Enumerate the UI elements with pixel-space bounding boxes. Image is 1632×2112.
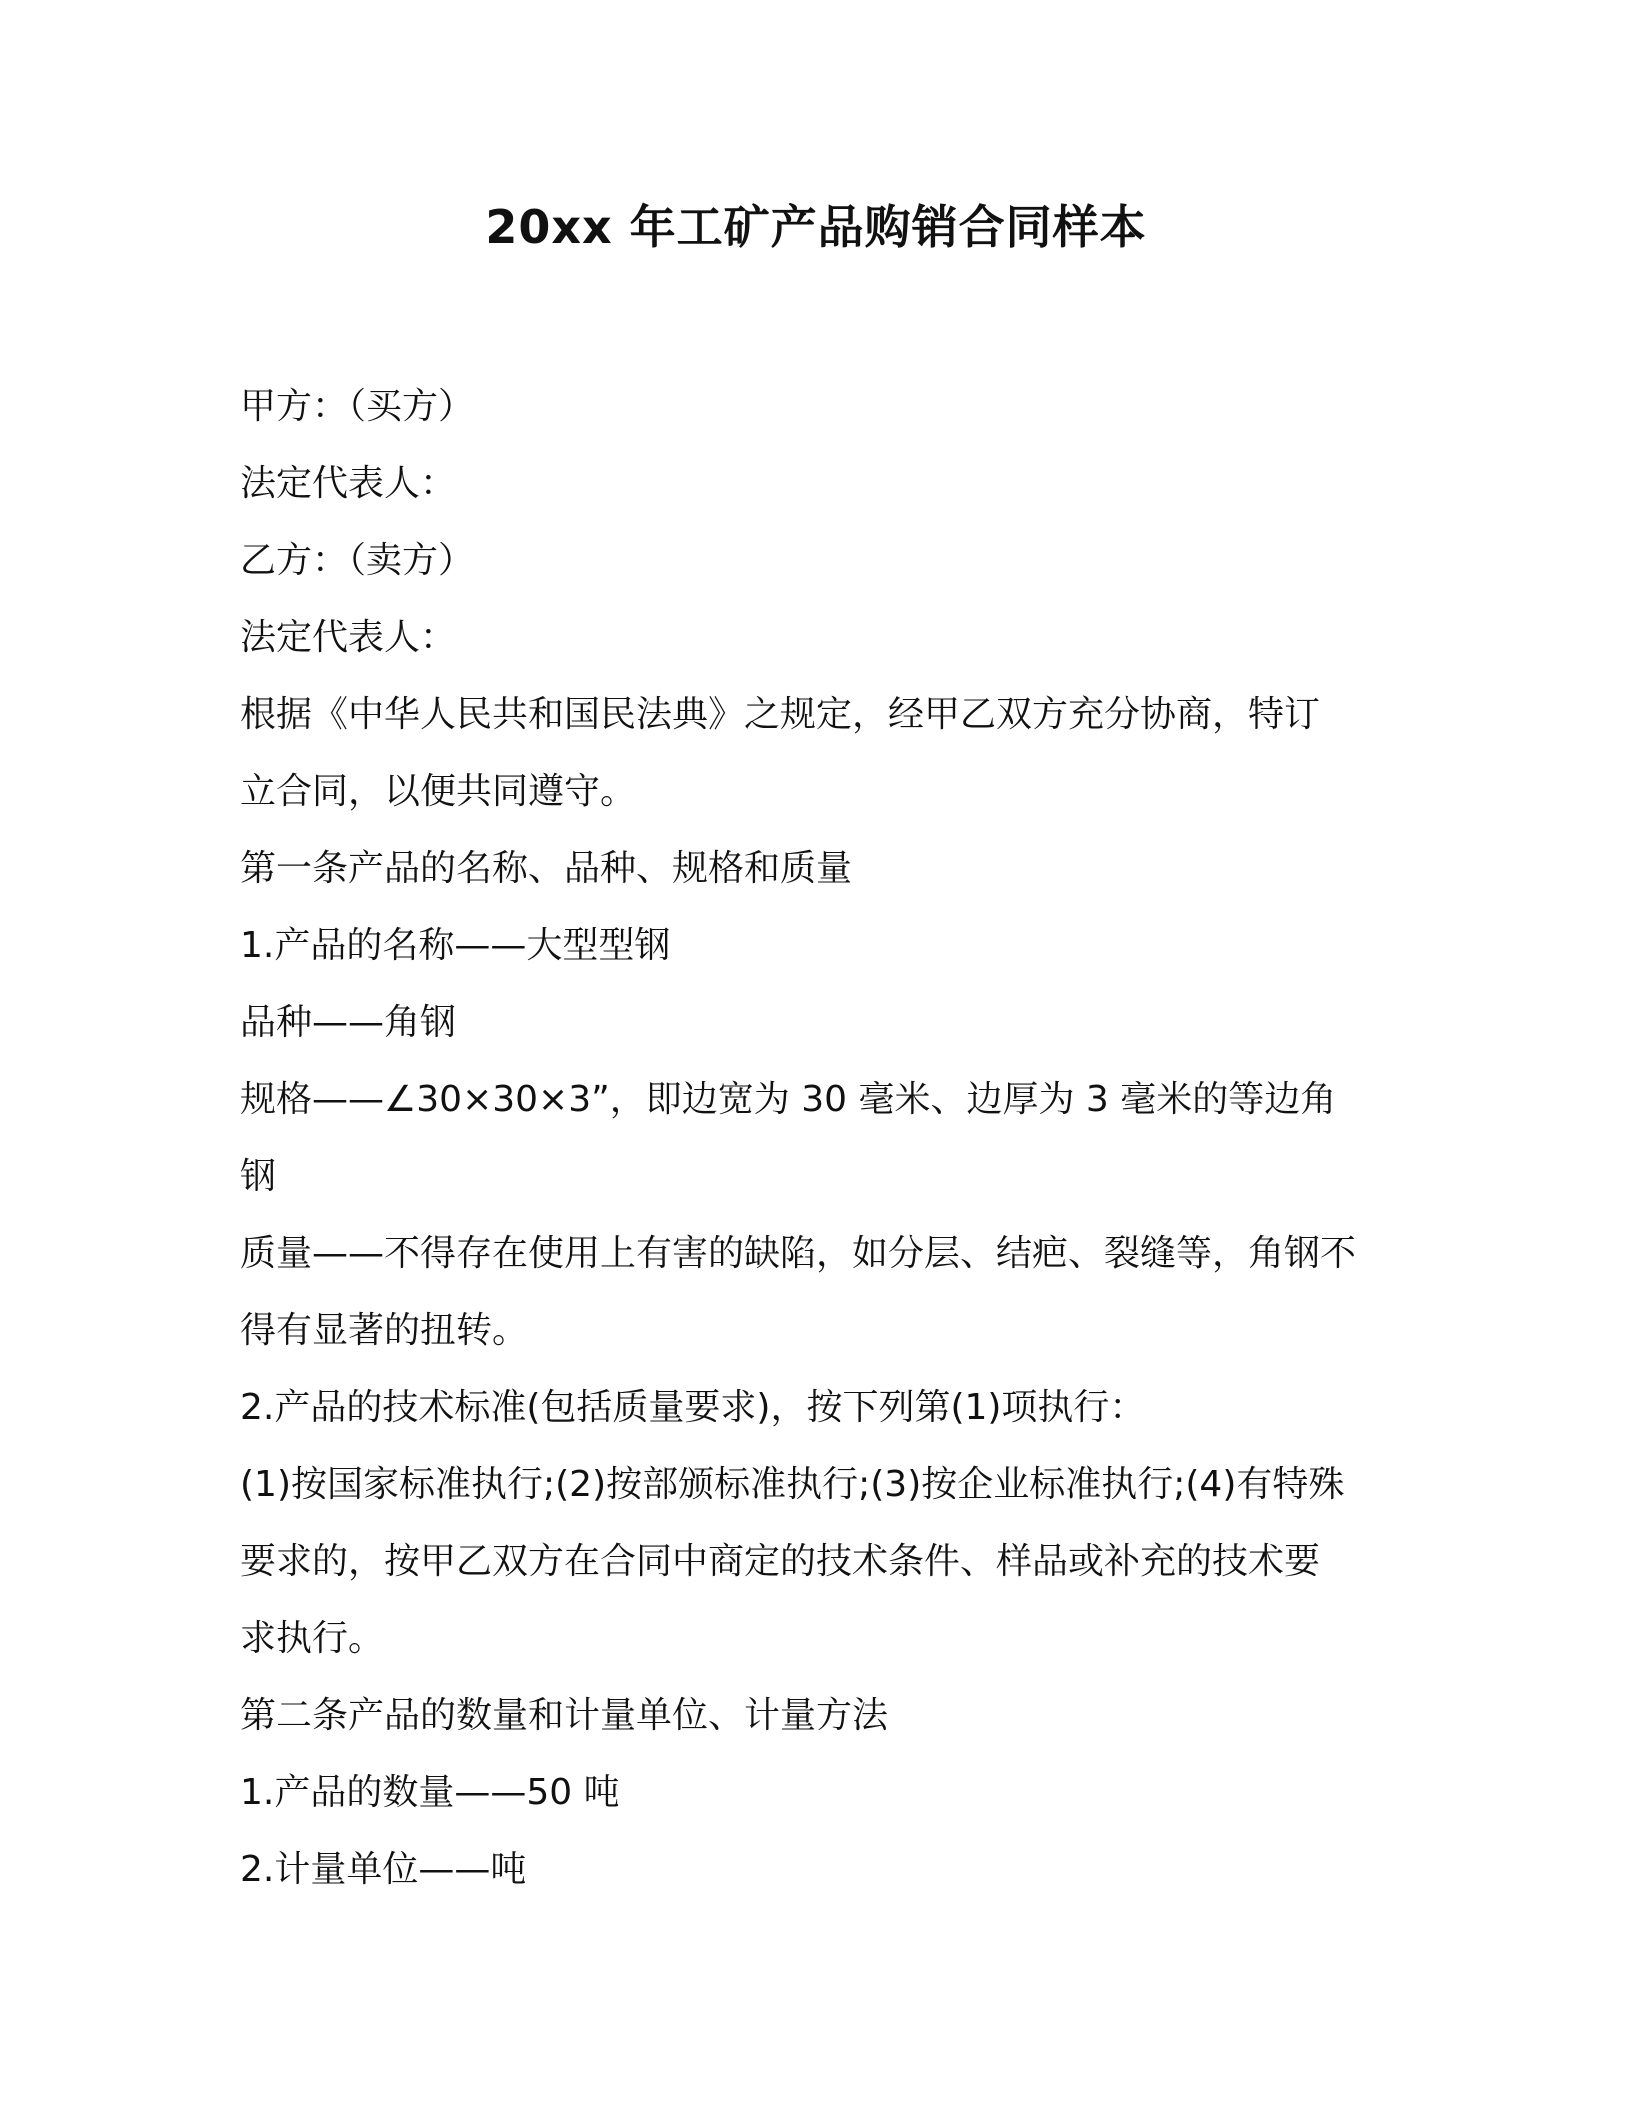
party-a-representative-line: 法定代表人： <box>240 463 457 504</box>
party-b-representative-line: 法定代表人： <box>240 617 457 658</box>
party-a-line: 甲方：（买方） <box>240 386 475 427</box>
document-title: 20xx 年工矿产品购销合同样本 <box>485 200 1147 254</box>
preamble-line: 根据《中华人民共和国民法典》之规定，经甲乙双方充分协商，特订 <box>240 694 1321 735</box>
clause-line: 要求的，按甲乙双方在合同中商定的技术条件、样品或补充的技术要 <box>240 1541 1321 1582</box>
clause-line: 2.产品的技术标准(包括质量要求)，按下列第(1)项执行： <box>240 1387 1146 1428</box>
clause-line: 质量——不得存在使用上有害的缺陷，如分层、结疤、裂缝等，角钢不 <box>240 1233 1357 1274</box>
clause-line: 1.产品的数量——50 吨 <box>240 1772 620 1813</box>
clause-line: 2.计量单位——吨 <box>240 1849 527 1890</box>
clause-line: 规格——∠30×30×3”，即边宽为 30 毫米、边厚为 3 毫米的等边角 <box>240 1079 1337 1120</box>
preamble-line: 立合同，以便共同遵守。 <box>240 771 637 812</box>
clause-line: 品种——角钢 <box>240 1002 457 1043</box>
clause-line: 求执行。 <box>240 1618 385 1659</box>
clause-line: 1.产品的名称——大型型钢 <box>240 925 671 966</box>
clause-line: (1)按国家标准执行;(2)按部颁标准执行;(3)按企业标准执行;(4)有特殊 <box>240 1464 1345 1505</box>
clause-line: 得有显著的扭转。 <box>240 1310 529 1351</box>
article-heading: 第二条产品的数量和计量单位、计量方法 <box>240 1695 889 1736</box>
clause-line: 钢 <box>240 1156 277 1197</box>
article-heading: 第一条产品的名称、品种、规格和质量 <box>240 848 853 889</box>
party-b-line: 乙方：（卖方） <box>240 540 475 581</box>
document-body <box>240 368 1400 1908</box>
